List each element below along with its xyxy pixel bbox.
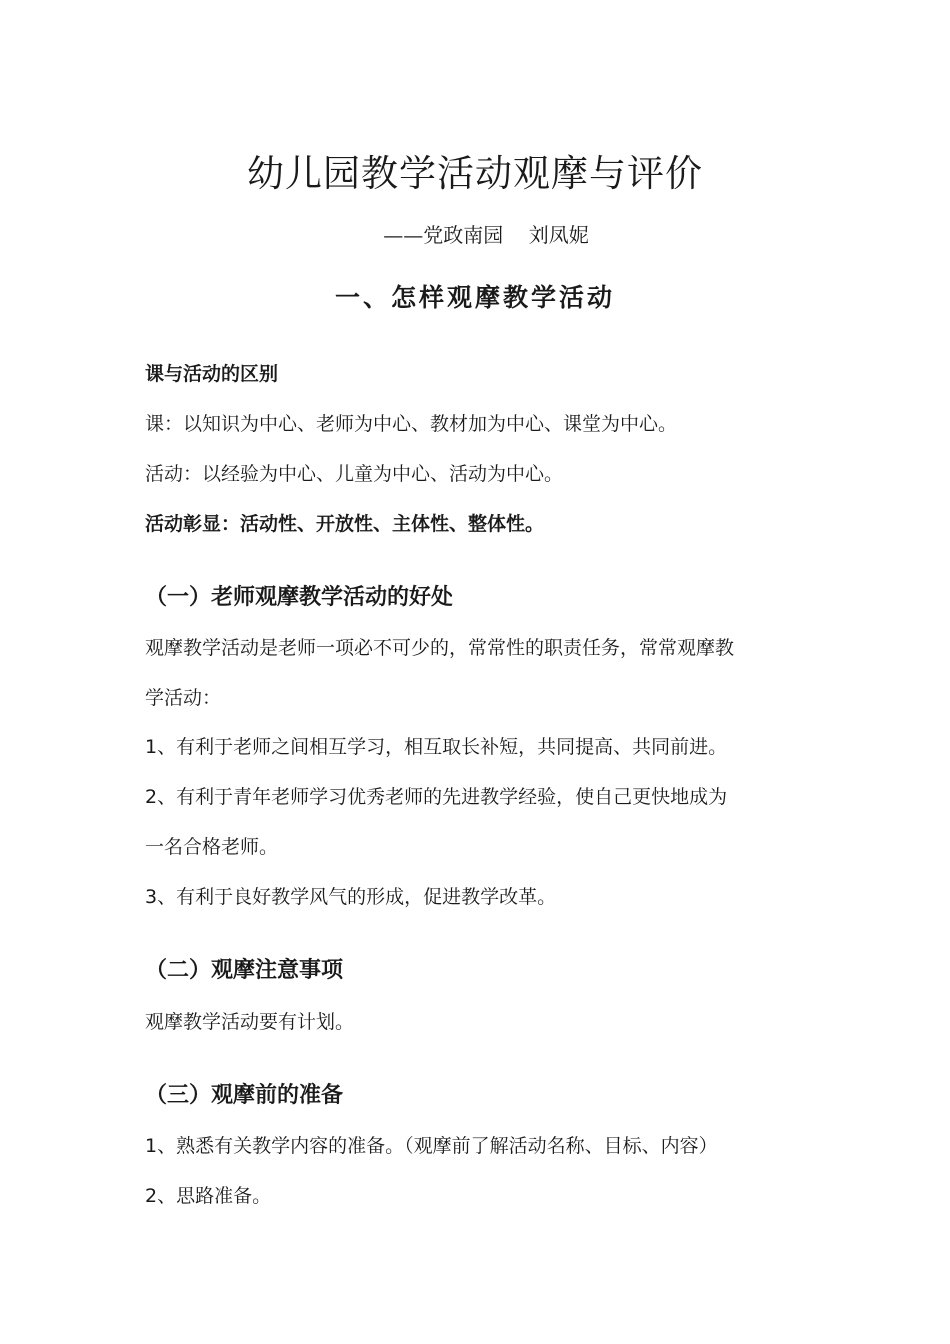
part-1-heading: （一）老师观摩教学活动的好处 [145, 585, 454, 610]
part-3-heading: （三）观摩前的准备 [145, 1083, 344, 1108]
part-1-item-2-line-1: 2、有利于青年老师学习优秀老师的先进教学经验，使自己更快地成为 [145, 786, 728, 808]
part-1-item-2-line-2: 一名合格老师。 [145, 836, 279, 858]
part-1-item-3: 3、有利于良好教学风气的形成，促进教学改革。 [145, 886, 557, 908]
part-1-item-1: 1、有利于老师之间相互学习，相互取长补短，共同提高、共同前进。 [145, 736, 728, 758]
intro-lesson-line: 课：以知识为中心、老师为中心、教材加为中心、课堂为中心。 [145, 413, 678, 435]
document-subtitle: ——党政南园 刘凤妮 [383, 223, 589, 247]
part-1-paragraph-line-2: 学活动： [145, 687, 222, 709]
part-3-item-2: 2、思路准备。 [145, 1185, 272, 1207]
intro-heading: 课与活动的区别 [145, 363, 279, 385]
section-heading-how-to-observe: 一、怎样观摩教学活动 [334, 283, 615, 312]
document-title: 幼儿园教学活动观摩与评价 [247, 152, 703, 195]
part-1-paragraph-line-1: 观摩教学活动是老师一项必不可少的，常常性的职责任务，常常观摩教 [145, 637, 735, 659]
intro-activity-line: 活动：以经验为中心、儿童为中心、活动为中心。 [145, 463, 564, 485]
intro-highlight-line: 活动彰显：活动性、开放性、主体性、整体性。 [145, 513, 545, 535]
part-3-item-1: 1、熟悉有关教学内容的准备。（观摩前了解活动名称、目标、内容） [145, 1135, 718, 1157]
part-2-heading: （二）观摩注意事项 [145, 958, 344, 983]
part-2-paragraph: 观摩教学活动要有计划。 [145, 1011, 355, 1033]
